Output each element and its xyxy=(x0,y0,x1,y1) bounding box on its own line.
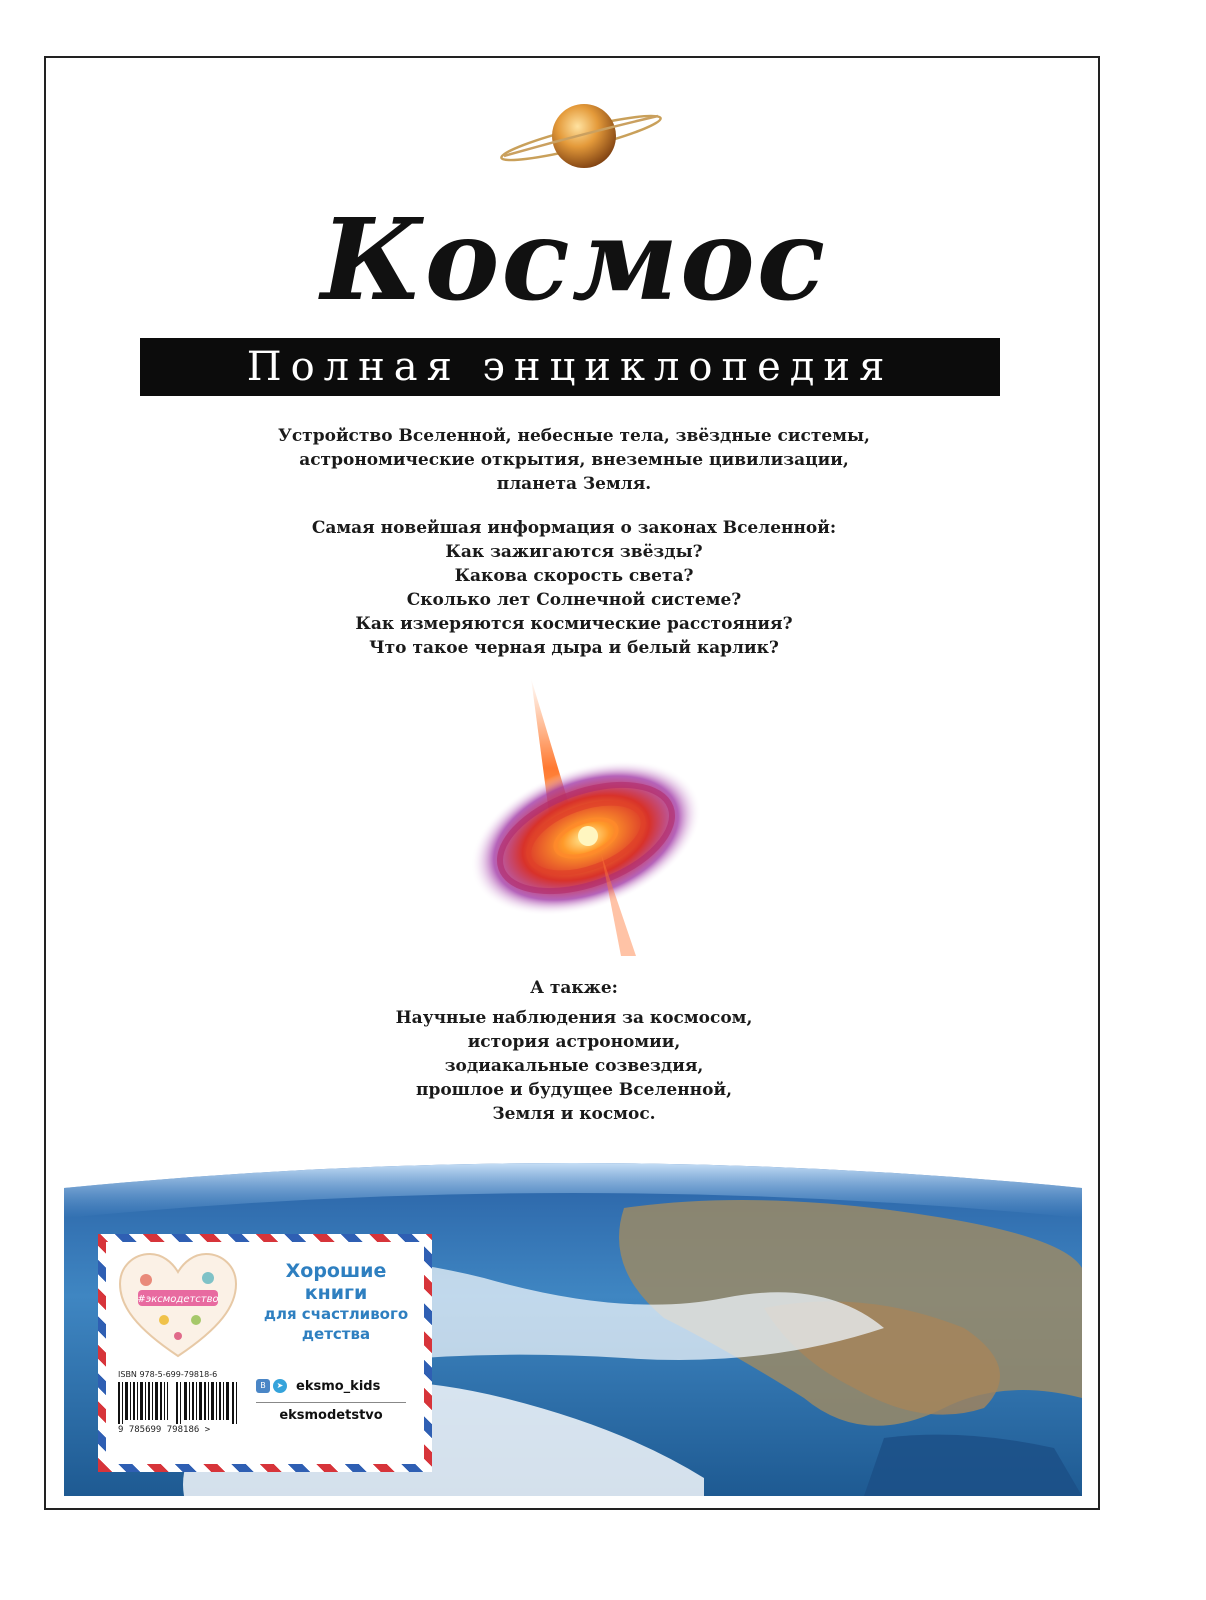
sticker-slogan xyxy=(256,1260,416,1344)
question-line: Что такое черная дыра и белый карлик? xyxy=(369,638,779,658)
telegram-icon: ➤ xyxy=(273,1379,287,1393)
social-divider xyxy=(256,1402,406,1403)
questions-text xyxy=(46,516,1100,660)
also-heading: А также: xyxy=(530,978,618,998)
vk-icon: В xyxy=(256,1379,270,1393)
also-line: прошлое и будущее Вселенной, xyxy=(416,1080,732,1100)
site-handle: eksmodetstvo xyxy=(279,1408,383,1423)
slogan-line: книги xyxy=(304,1282,368,1304)
saturn-image xyxy=(496,86,666,186)
heart-label: #эксмодетство xyxy=(137,1294,219,1305)
book-cover xyxy=(44,56,1100,1510)
also-list xyxy=(46,1006,1100,1126)
book-subtitle: Полная энциклопедия xyxy=(140,338,1000,396)
barcode-image xyxy=(118,1382,238,1424)
barcode-digits: 9 785699 798186 > xyxy=(118,1425,211,1435)
intro-line: астрономические открытия, внеземные цивилизации, xyxy=(299,450,849,470)
question-line: Какова скорость света? xyxy=(454,566,694,586)
social-handle: eksmo_kids xyxy=(296,1378,381,1394)
social-row xyxy=(256,1374,406,1398)
intro-line: планета Земля. xyxy=(496,474,652,494)
isbn-text: ISBN 978-5-699-79818-6 xyxy=(118,1370,218,1379)
question-line: Как измеряются космические расстояния? xyxy=(355,614,793,634)
question-line: Самая новейшая информация о законах Вселенной: xyxy=(311,518,837,538)
slogan-line: Хорошие xyxy=(285,1260,387,1282)
intro-line: Устройство Вселенной, небесные тела, звёздные системы, xyxy=(278,426,870,446)
publisher-sticker xyxy=(98,1234,432,1472)
also-line: Земля и космос. xyxy=(492,1104,656,1124)
book-title: Космос xyxy=(320,195,828,326)
question-line: Как зажигаются звёзды? xyxy=(445,542,703,562)
also-line: зодиакальные созвездия, xyxy=(444,1056,704,1076)
question-line: Сколько лет Солнечной системе? xyxy=(406,590,742,610)
galaxy-image xyxy=(436,678,706,958)
slogan-line: детства xyxy=(301,1325,371,1343)
intro-text xyxy=(46,424,1100,496)
slogan-line: для счастливого xyxy=(263,1305,409,1323)
heart-icon xyxy=(116,1250,240,1360)
also-line: история астрономии, xyxy=(467,1032,681,1052)
also-line: Научные наблюдения за космосом, xyxy=(395,1008,753,1028)
